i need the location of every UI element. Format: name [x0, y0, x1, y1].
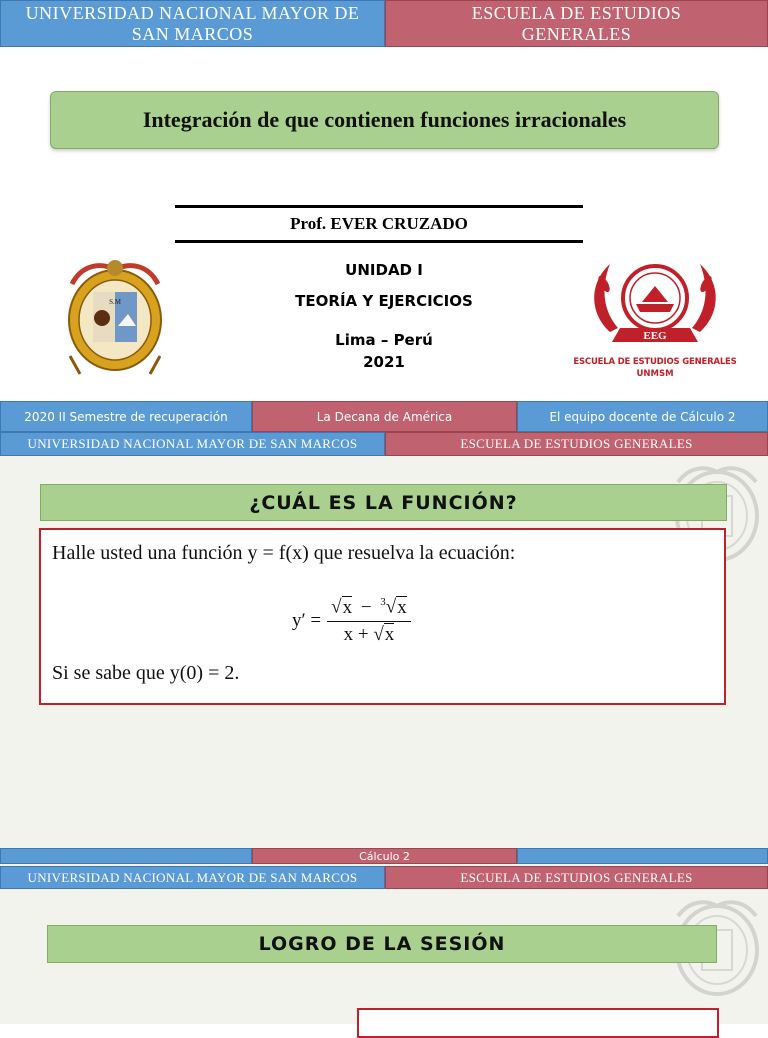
eeg-caption-line1: ESCUELA DE ESTUDIOS GENERALES	[573, 357, 737, 367]
year-label: 2021	[363, 353, 405, 371]
unmsm-crest-logo	[62, 256, 168, 378]
slide3-content-box	[357, 1008, 719, 1038]
denominator-term-a: x +	[343, 623, 374, 645]
slide2-title-box	[40, 484, 727, 521]
slide3-header-left	[0, 866, 385, 889]
slide1-header-left-text: UNIVERSIDAD NACIONAL MAYOR DE SAN MARCOS	[25, 2, 360, 44]
slide3-header-right	[385, 866, 768, 889]
slide-3	[0, 864, 768, 1024]
equation	[292, 588, 411, 654]
footer-semester-text: 2020 II Semestre de recuperación	[24, 409, 228, 424]
crest-seal-text: S.M	[109, 298, 121, 306]
slide2-header-right-text: ESCUELA DE ESTUDIOS GENERALES	[460, 436, 693, 451]
place-label: Lima – Perú	[335, 331, 433, 349]
equation-denominator	[340, 622, 399, 646]
equation-numerator	[327, 596, 411, 621]
footer-decana	[252, 401, 517, 432]
eeg-caption-line2: UNMSM	[636, 369, 674, 379]
slide1-header-right-text: ESCUELA DE ESTUDIOS GENERALES	[471, 2, 682, 44]
slide1-title-box	[50, 91, 719, 149]
divider-top	[175, 205, 583, 208]
slide-2	[0, 432, 768, 864]
slide2-footer-left	[0, 848, 252, 864]
footer-team-text: El equipo docente de Cálculo 2	[549, 409, 736, 424]
slide3-title: LOGRO DE LA SESIÓN	[258, 933, 506, 955]
slide2-title: ¿CUÁL ES LA FUNCIÓN?	[249, 491, 518, 514]
initial-condition: Si se sabe que y(0) = 2.	[52, 662, 240, 684]
slide1-header-left	[0, 0, 385, 47]
slide3-header-left-text: UNIVERSIDAD NACIONAL MAYOR DE SAN MARCOS	[27, 869, 358, 885]
denominator-term-b: x	[384, 623, 395, 645]
equation-fraction	[327, 596, 411, 645]
slide2-header-left-text: UNIVERSIDAD NACIONAL MAYOR DE SAN MARCOS	[27, 436, 358, 451]
minus-sign: −	[360, 596, 372, 618]
problem-box	[39, 528, 726, 705]
divider-bottom	[175, 240, 583, 243]
unit-subtitle: TEORÍA Y EJERCICIOS	[295, 292, 473, 310]
sqrt-symbol: √	[331, 596, 342, 618]
slide2-header-right	[385, 432, 768, 456]
slide1-header-right	[385, 0, 768, 47]
professor-name: Prof. EVER CRUZADO	[290, 214, 468, 233]
numerator-term-b: x	[397, 596, 407, 618]
footer-decana-text: La Decana de América	[316, 409, 453, 424]
cube-root-index: 3	[380, 596, 386, 609]
slide2-footer-right	[517, 848, 768, 864]
slide2-footer-center-text: Cálculo 2	[359, 849, 410, 863]
slide-1	[0, 0, 768, 432]
footer-team	[517, 401, 768, 432]
slide1-title: Integración de que contienen funciones irracionales	[142, 107, 627, 132]
slide3-header-right-text: ESCUELA DE ESTUDIOS GENERALES	[460, 869, 693, 885]
numerator-term-a: x	[342, 596, 353, 618]
unit-label: UNIDAD I	[345, 261, 423, 279]
slide2-footer-center	[252, 848, 517, 864]
eeg-logo	[570, 254, 740, 382]
eeg-seal-text: EEG	[643, 330, 667, 342]
equation-lhs: y′ =	[292, 610, 322, 631]
slide2-header-left	[0, 432, 385, 456]
footer-semester	[0, 401, 252, 432]
slide3-title-box	[47, 925, 717, 963]
problem-statement: Halle usted una función y = f(x) que resuelva la ecuación:	[52, 542, 516, 564]
sqrt-symbol-den: √	[373, 623, 384, 645]
cbrt-symbol: √	[385, 596, 397, 618]
